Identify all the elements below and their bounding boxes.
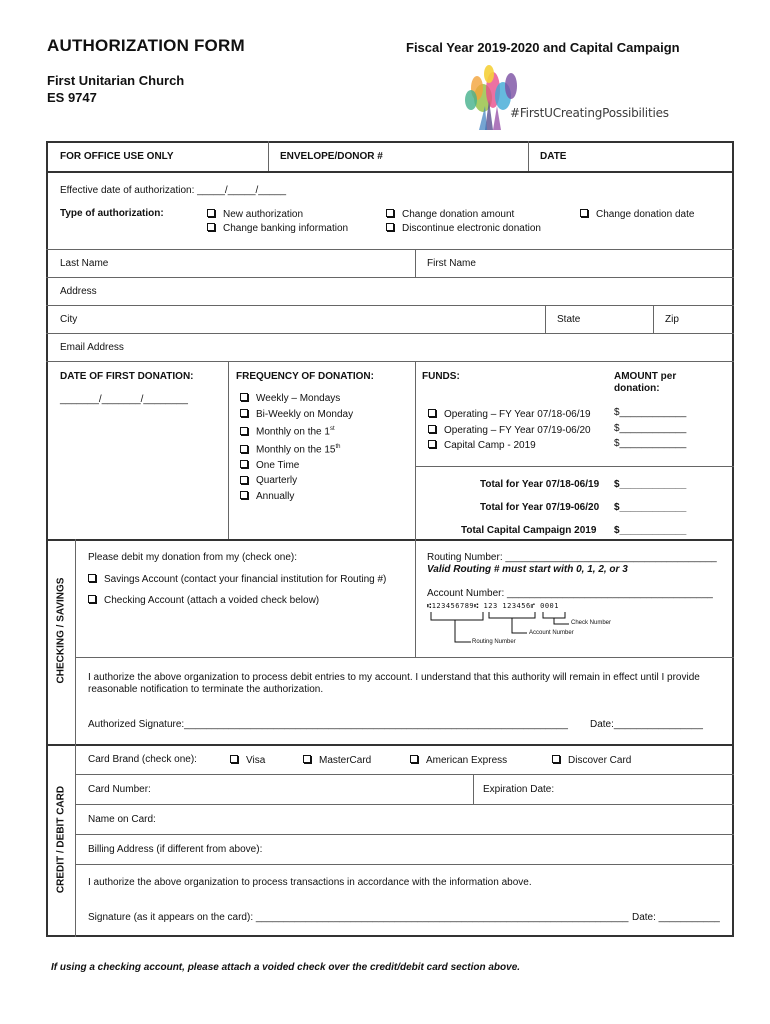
freq-one-time[interactable]: One Time — [240, 458, 353, 474]
divider — [75, 774, 734, 775]
total-label-1819: Total for Year 07/18-06/19 — [480, 479, 600, 490]
first-donation-date-header: DATE OF FIRST DONATION: — [60, 371, 194, 382]
checkbox-icon[interactable] — [386, 223, 394, 231]
office-use-label: FOR OFFICE USE ONLY — [60, 151, 174, 162]
account-number-caption: Account Number — [529, 630, 574, 636]
expiration-date-field[interactable]: Expiration Date: — [483, 784, 555, 795]
checkbox-change-amount[interactable]: Change donation amount — [386, 208, 514, 222]
divider — [415, 539, 416, 657]
name-on-card-field[interactable]: Name on Card: — [88, 814, 156, 825]
divider — [46, 539, 734, 541]
divider — [415, 361, 416, 539]
divider — [415, 249, 416, 277]
account-number-field[interactable]: Account Number: _____________________________________ — [427, 588, 713, 599]
email-field[interactable]: Email Address — [60, 342, 124, 353]
funds-header: FUNDS: — [422, 371, 460, 382]
envelope-donor-label: ENVELOPE/DONOR # — [280, 151, 383, 162]
divider — [415, 466, 734, 467]
effective-date-field[interactable]: Effective date of authorization: _____/_____/_____ — [60, 185, 287, 196]
org-line-2: ES 9747 — [47, 90, 97, 105]
checkbox-visa[interactable]: Visa — [230, 754, 265, 768]
divider — [46, 744, 734, 746]
checkbox-icon[interactable] — [552, 755, 560, 763]
divider — [545, 305, 546, 333]
routing-number-caption: Routing Number — [472, 639, 516, 645]
zip-field[interactable]: Zip — [665, 314, 679, 325]
logo-graphic — [455, 60, 645, 132]
divider — [46, 333, 734, 334]
checkbox-change-banking[interactable]: Change banking information — [207, 222, 348, 236]
form-title: AUTHORIZATION FORM — [47, 36, 245, 55]
amount-fields — [614, 405, 686, 452]
checking-date-field[interactable]: Date:________________ — [590, 719, 703, 730]
total-field-capital[interactable]: $____________ — [614, 525, 687, 536]
divider — [653, 305, 654, 333]
checkbox-icon[interactable] — [580, 209, 588, 217]
credit-debit-side-label: CREDIT / DEBIT CARD — [55, 785, 67, 894]
checkbox-icon[interactable] — [240, 409, 248, 417]
checkbox-savings-account[interactable]: Savings Account (contact your financial institution for Routing #) — [88, 573, 386, 587]
last-name-field[interactable]: Last Name — [60, 258, 109, 269]
debit-prompt: Please debit my donation from my (check one): — [88, 552, 297, 563]
checkbox-discover[interactable]: Discover Card — [552, 754, 631, 768]
checkbox-icon[interactable] — [240, 460, 248, 468]
organization-name — [47, 72, 184, 106]
freq-annually[interactable]: Annually — [240, 489, 353, 505]
divider — [75, 657, 734, 658]
divider — [46, 277, 734, 278]
freq-biweekly[interactable]: Bi-Weekly on Monday — [240, 407, 353, 423]
fund-capital-2019[interactable]: Capital Camp - 2019 — [428, 438, 591, 454]
freq-monthly-1st[interactable]: Monthly on the 1st — [240, 422, 353, 440]
checkbox-icon[interactable] — [386, 209, 394, 217]
checking-savings-side-label: CHECKING / SAVINGS — [55, 577, 67, 684]
checkbox-mastercard[interactable]: MasterCard — [303, 754, 371, 768]
amount-field[interactable]: $____________ — [614, 422, 687, 434]
fund-operating-1819[interactable]: Operating – FY Year 07/18-06/19 — [428, 407, 591, 423]
authorized-signature-field[interactable]: Authorized Signature:_____________________________________________________________________ — [88, 719, 568, 730]
card-authorization-text: I authorize the above organization to process transactions in accordance with the information above. — [88, 877, 532, 888]
fund-operating-1920[interactable]: Operating – FY Year 07/19-06/20 — [428, 423, 591, 439]
checkbox-icon[interactable] — [428, 425, 436, 433]
amount-field[interactable]: $____________ — [614, 407, 687, 418]
total-label-1920: Total for Year 07/19-06/20 — [480, 502, 600, 513]
checkbox-icon[interactable] — [207, 209, 215, 217]
total-field-1819[interactable]: $____________ — [614, 479, 687, 490]
first-donation-date-field[interactable]: _______/_______/________ — [60, 394, 188, 405]
footer-note: If using a checking account, please attach a voided check over the credit/debit card section above. — [51, 962, 521, 973]
campaign-title: Fiscal Year 2019-2020 and Capital Campaign — [406, 40, 680, 55]
authorization-type-label: Type of authorization: — [60, 208, 164, 219]
checkbox-icon[interactable] — [240, 476, 248, 484]
routing-number-field[interactable]: Routing Number: ______________________________________ — [427, 552, 717, 563]
logo-hashtag: #FirstUCreatingPossibilities — [510, 106, 669, 120]
total-label-capital: Total Capital Campaign 2019 — [461, 525, 597, 536]
card-date-field[interactable]: Date: ___________ — [632, 912, 720, 923]
frequency-options — [240, 391, 353, 504]
divider — [268, 141, 269, 171]
divider — [473, 774, 474, 804]
checkbox-icon[interactable] — [88, 595, 96, 603]
checkbox-checking-account[interactable]: Checking Account (attach a voided check below) — [88, 594, 319, 608]
divider — [528, 141, 529, 171]
fund-options — [428, 407, 591, 454]
checkbox-new-authorization[interactable]: New authorization — [207, 208, 303, 222]
checkbox-icon[interactable] — [230, 755, 238, 763]
debit-authorization-text: I authorize the above organization to process debit entries to my account. I understand that this authority will remain in effect until I provide reasonable notification to terminate the authorization. — [88, 672, 700, 695]
billing-address-field[interactable]: Billing Address (if different from above): — [88, 844, 263, 855]
checkbox-icon[interactable] — [428, 440, 436, 448]
amount-field[interactable]: $____________ — [614, 438, 687, 449]
checkbox-icon[interactable] — [428, 409, 436, 417]
divider — [46, 171, 734, 173]
divider — [75, 539, 76, 744]
check-diagram-lines — [427, 610, 627, 652]
divider — [46, 305, 734, 306]
total-field-1920[interactable]: $____________ — [614, 502, 687, 513]
checkbox-american-express[interactable]: American Express — [410, 754, 507, 768]
freq-weekly[interactable]: Weekly – Mondays — [240, 391, 353, 407]
checkbox-change-date[interactable]: Change donation date — [580, 208, 694, 222]
routing-note: Valid Routing # must start with 0, 1, 2, or 3 — [427, 564, 628, 575]
church-logo — [455, 60, 669, 132]
card-number-field[interactable]: Card Number: — [88, 784, 151, 795]
freq-monthly-15th[interactable]: Monthly on the 15th — [240, 440, 353, 458]
divider — [75, 834, 734, 835]
checkbox-icon[interactable] — [240, 393, 248, 401]
divider — [46, 249, 734, 250]
micr-line: ⑆123456789⑆ 123 123456⑈ 0001 — [427, 602, 559, 610]
divider — [75, 864, 734, 865]
city-field[interactable]: City — [60, 314, 78, 325]
checkbox-icon[interactable] — [303, 755, 311, 763]
divider — [75, 804, 734, 805]
checkbox-icon[interactable] — [240, 445, 248, 453]
card-signature-field[interactable]: Signature (as it appears on the card): ___________________________________________________________________ — [88, 912, 629, 923]
frequency-header: FREQUENCY OF DONATION: — [236, 371, 374, 382]
state-field[interactable]: State — [557, 314, 581, 325]
checkbox-icon[interactable] — [88, 574, 96, 582]
org-line-1: First Unitarian Church — [47, 73, 185, 88]
checkbox-icon[interactable] — [207, 223, 215, 231]
checkbox-discontinue[interactable]: Discontinue electronic donation — [386, 222, 541, 236]
freq-quarterly[interactable]: Quarterly — [240, 473, 353, 489]
check-number-caption: Check Number — [571, 620, 612, 626]
office-date-label: DATE — [540, 151, 567, 162]
amount-header: AMOUNT per donation: — [614, 371, 677, 394]
checkbox-icon[interactable] — [240, 491, 248, 499]
divider — [46, 361, 734, 362]
card-brand-label: Card Brand (check one): — [88, 754, 197, 765]
checkbox-icon[interactable] — [240, 427, 248, 435]
address-field[interactable]: Address — [60, 286, 97, 297]
divider — [75, 744, 76, 937]
divider — [228, 361, 229, 539]
checkbox-icon[interactable] — [410, 755, 418, 763]
first-name-field[interactable]: First Name — [427, 258, 476, 269]
